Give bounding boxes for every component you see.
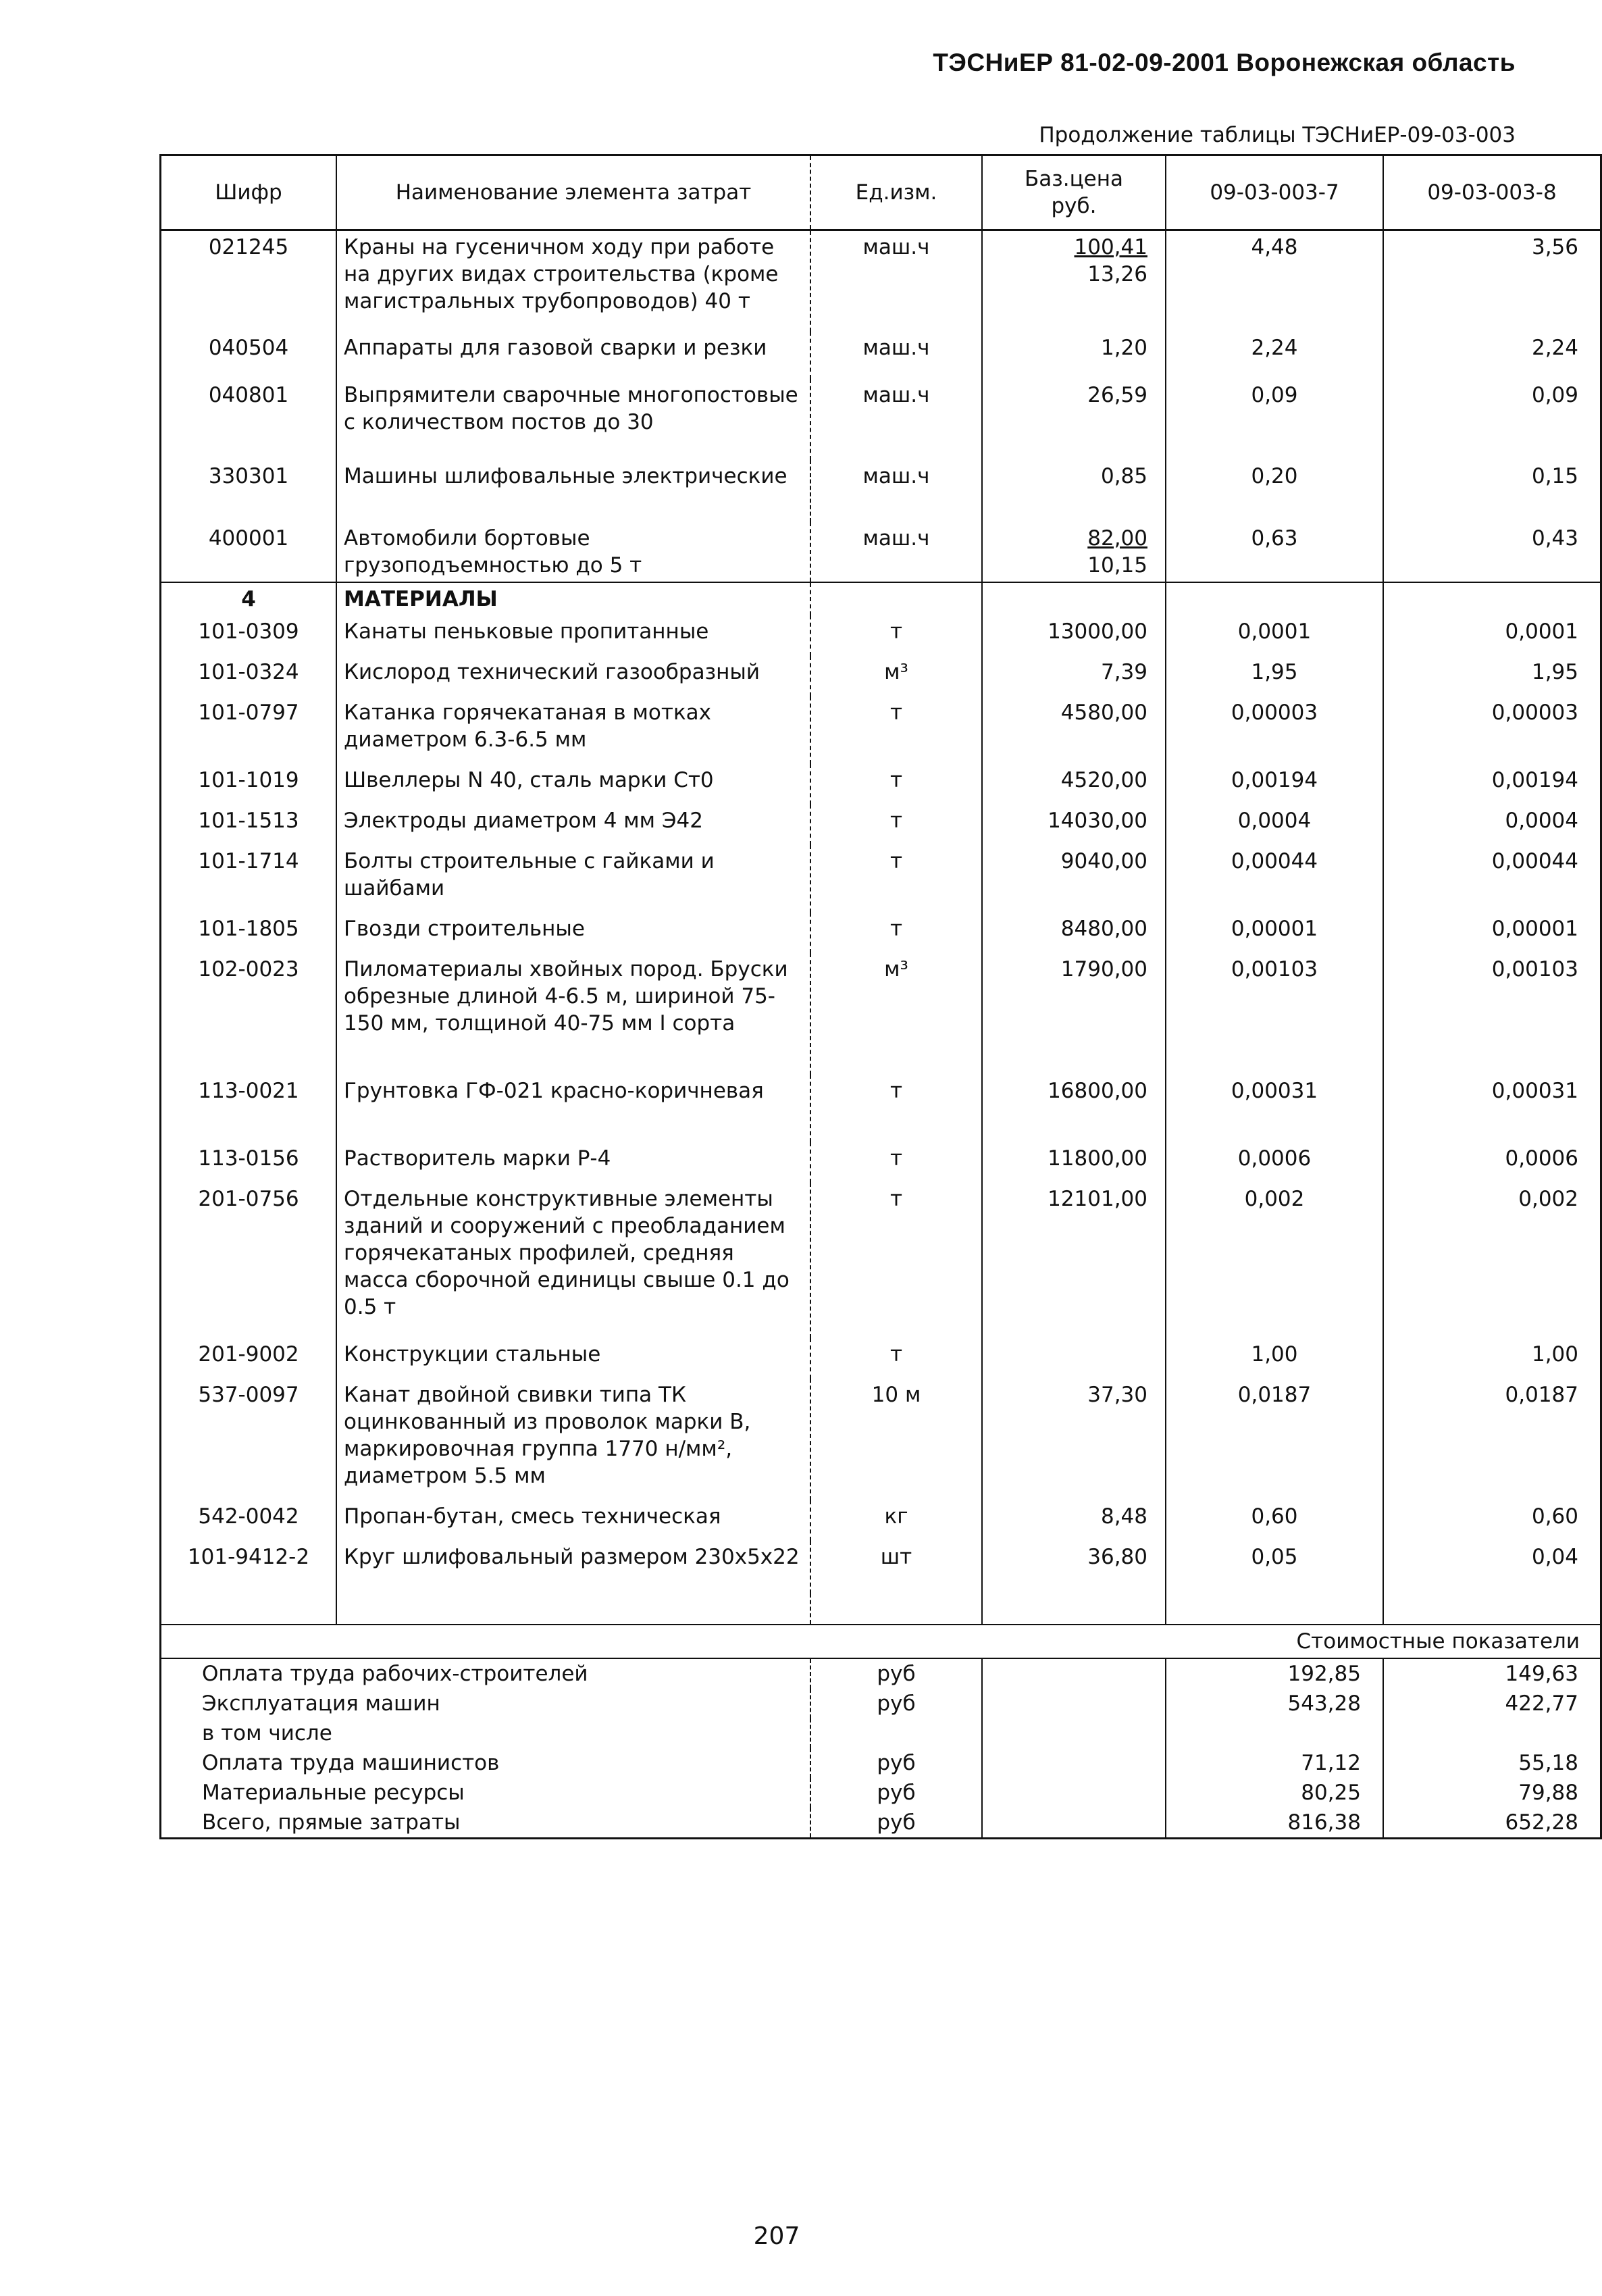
header-unit: Ед.изм. — [810, 155, 982, 230]
summary-value-col8 — [1383, 1718, 1601, 1748]
row-name: Кислород технический газообразный — [336, 656, 810, 696]
row-price-secondary: 10,15 — [1087, 553, 1147, 578]
row-code: 040504 — [208, 335, 289, 360]
section-code: 4 — [161, 582, 337, 615]
summary-value-col8: 79,88 — [1383, 1778, 1601, 1808]
row-value-col7: 0,0001 — [1166, 615, 1383, 656]
row-price-secondary: 13,26 — [1087, 262, 1147, 286]
section-title: МАТЕРИАЛЫ — [336, 582, 810, 615]
row-unit: м³ — [810, 953, 982, 1075]
table-row — [161, 656, 1601, 696]
table-row — [161, 615, 1601, 656]
summary-unit: руб — [810, 1689, 982, 1718]
summary-name: Оплата труда машинистов — [202, 1750, 500, 1775]
summary-unit: руб — [810, 1658, 982, 1689]
table-row — [161, 230, 1601, 332]
row-name: Болты строительные с гайками и шайбами — [336, 845, 810, 913]
summary-value-col7: 71,12 — [1166, 1748, 1383, 1778]
row-value-col7: 0,63 — [1166, 522, 1383, 582]
row-value-col7: 4,48 — [1166, 230, 1383, 332]
row-value-col7: 0,00044 — [1166, 845, 1383, 913]
row-price: 13000,00 — [982, 615, 1166, 656]
row-unit: т — [810, 764, 982, 805]
row-price: 14030,00 — [982, 805, 1166, 845]
summary-row — [161, 1718, 1601, 1748]
row-name: Аппараты для газовой сварки и резки — [336, 332, 810, 379]
row-name: Катанка горячекатаная в мотках диаметром 6.3-6.5 мм — [336, 696, 810, 764]
row-value-col7: 0,20 — [1166, 460, 1383, 522]
row-code: 201-0756 — [198, 1186, 299, 1211]
table-row — [161, 460, 1601, 522]
row-price — [982, 1338, 1166, 1379]
summary-name: Материальные ресурсы — [202, 1780, 465, 1805]
spacer-row — [161, 1593, 1601, 1625]
row-name: Пропан-бутан, смесь техническая — [336, 1500, 810, 1541]
row-value-col7: 0,00194 — [1166, 764, 1383, 805]
row-code: 101-0324 — [198, 659, 299, 684]
row-value-col8: 2,24 — [1383, 332, 1601, 379]
row-price: 26,59 — [1087, 382, 1147, 407]
summary-row — [161, 1748, 1601, 1778]
row-name: Растворитель марки Р-4 — [336, 1142, 810, 1183]
summary-body — [161, 1658, 1601, 1839]
row-unit: маш.ч — [810, 332, 982, 379]
table-row — [161, 845, 1601, 913]
summary-unit — [810, 1718, 982, 1748]
row-code: 113-0021 — [198, 1078, 299, 1103]
row-unit: т — [810, 1183, 982, 1338]
row-value-col7: 0,05 — [1166, 1541, 1383, 1593]
row-code: 542-0042 — [198, 1504, 299, 1529]
table-header-row — [161, 155, 1601, 230]
row-price: 36,80 — [982, 1541, 1166, 1593]
row-value-col7: 1,00 — [1166, 1338, 1383, 1379]
row-price: 1790,00 — [982, 953, 1166, 1075]
row-price: 8,48 — [982, 1500, 1166, 1541]
row-value-col7: 0,00001 — [1166, 913, 1383, 953]
row-price-cell — [982, 522, 1166, 582]
summary-value-col7: 543,28 — [1166, 1689, 1383, 1718]
costs-title: Стоимостные показатели — [161, 1625, 1601, 1658]
row-value-col8: 0,00044 — [1383, 845, 1601, 913]
row-code: 101-9412-2 — [187, 1544, 310, 1569]
row-price: 100,41 — [1074, 235, 1147, 259]
row-price: 82,00 — [1087, 526, 1147, 551]
row-price: 8480,00 — [982, 913, 1166, 953]
summary-name: в том числе — [202, 1720, 332, 1745]
row-code: 040801 — [208, 382, 289, 407]
header-name: Наименование элемента затрат — [336, 155, 810, 230]
summary-unit: руб — [810, 1748, 982, 1778]
row-price: 16800,00 — [982, 1075, 1166, 1142]
row-price: 12101,00 — [982, 1183, 1166, 1338]
summary-unit: руб — [810, 1778, 982, 1808]
table-row — [161, 696, 1601, 764]
row-value-col8: 0,002 — [1383, 1183, 1601, 1338]
table-row — [161, 1183, 1601, 1338]
machines-body — [161, 230, 1601, 582]
row-unit: т — [810, 1338, 982, 1379]
header-col7: 09-03-003-7 — [1166, 155, 1383, 230]
row-unit: т — [810, 805, 982, 845]
summary-value-col8: 55,18 — [1383, 1748, 1601, 1778]
row-price: 9040,00 — [982, 845, 1166, 913]
summary-name: Оплата труда рабочих-строителей — [202, 1661, 588, 1686]
table-row — [161, 1142, 1601, 1183]
row-unit: маш.ч — [810, 460, 982, 522]
row-value-col8: 0,0187 — [1383, 1379, 1601, 1500]
row-value-col7: 0,0004 — [1166, 805, 1383, 845]
summary-value-col8: 652,28 — [1383, 1808, 1601, 1839]
row-name: Пиломатериалы хвойных пород. Бруски обрезные длиной 4-6.5 м, шириной 75-150 мм, толщиной 40-75 мм I сорта — [336, 953, 810, 1075]
row-value-col8: 0,00103 — [1383, 953, 1601, 1075]
row-name: Канат двойной свивки типа ТК оцинкованный из проволок марки В, маркировочная группа 1770 н/мм², диаметром 5.5 мм — [336, 1379, 810, 1500]
table-row — [161, 953, 1601, 1075]
row-value-col8: 0,00194 — [1383, 764, 1601, 805]
row-value-col7: 0,002 — [1166, 1183, 1383, 1338]
summary-row — [161, 1689, 1601, 1718]
row-unit: маш.ч — [810, 522, 982, 582]
row-code: 113-0156 — [198, 1146, 299, 1171]
summary-row — [161, 1658, 1601, 1689]
row-value-col8: 0,00031 — [1383, 1075, 1601, 1142]
row-value-col8: 0,15 — [1383, 460, 1601, 522]
row-code: 201-9002 — [198, 1342, 299, 1367]
row-value-col8: 0,60 — [1383, 1500, 1601, 1541]
row-unit: м³ — [810, 656, 982, 696]
row-unit: 10 м — [810, 1379, 982, 1500]
table-row — [161, 1500, 1601, 1541]
row-value-col7: 0,00031 — [1166, 1075, 1383, 1142]
row-price: 4520,00 — [982, 764, 1166, 805]
row-value-col8: 0,43 — [1383, 522, 1601, 582]
row-value-col7: 0,60 — [1166, 1500, 1383, 1541]
section-row — [161, 582, 1601, 615]
row-code: 330301 — [208, 463, 289, 488]
costs-section — [161, 1593, 1601, 1658]
row-value-col7: 0,09 — [1166, 379, 1383, 460]
row-price: 37,30 — [982, 1379, 1166, 1500]
row-price-cell — [982, 460, 1166, 522]
row-unit: т — [810, 845, 982, 913]
row-name: Автомобили бортовые грузоподъемностью до 5 т — [336, 522, 810, 582]
table-row — [161, 913, 1601, 953]
row-value-col8: 0,0006 — [1383, 1142, 1601, 1183]
row-code: 102-0023 — [198, 956, 299, 981]
row-price: 1,20 — [1100, 335, 1147, 360]
summary-row — [161, 1808, 1601, 1839]
summary-unit: руб — [810, 1808, 982, 1839]
header-col8: 09-03-003-8 — [1383, 155, 1601, 230]
costs-title-row — [161, 1625, 1601, 1658]
row-name: Отдельные конструктивные элементы зданий и сооружений с преобладанием горячекатаных профилей, средняя масса сборочной единицы свыше 0.1 до 0.5 т — [336, 1183, 810, 1338]
table-row — [161, 1379, 1601, 1500]
row-name: Краны на гусеничном ходу при работе на других видах строительства (кроме магистральных трубопроводов) 40 т — [336, 230, 810, 332]
row-name: Электроды диаметром 4 мм Э42 — [336, 805, 810, 845]
row-code: 400001 — [208, 526, 289, 551]
row-code: 101-1513 — [198, 808, 299, 833]
table-row — [161, 332, 1601, 379]
header-price-line2: руб. — [1051, 194, 1097, 218]
summary-value-col7: 816,38 — [1166, 1808, 1383, 1839]
row-unit: т — [810, 696, 982, 764]
row-name: Конструкции стальные — [336, 1338, 810, 1379]
row-value-col8: 0,00003 — [1383, 696, 1601, 764]
row-price-cell — [982, 332, 1166, 379]
table-row — [161, 379, 1601, 460]
summary-value-col7: 80,25 — [1166, 1778, 1383, 1808]
row-value-col7: 0,00003 — [1166, 696, 1383, 764]
row-value-col7: 0,00103 — [1166, 953, 1383, 1075]
row-unit: т — [810, 1075, 982, 1142]
row-value-col8: 0,0004 — [1383, 805, 1601, 845]
row-value-col8: 0,00001 — [1383, 913, 1601, 953]
table-row — [161, 1075, 1601, 1142]
row-unit: маш.ч — [810, 379, 982, 460]
summary-name: Эксплуатация машин — [202, 1691, 440, 1716]
row-name: Канаты пеньковые пропитанные — [336, 615, 810, 656]
row-value-col8: 0,0001 — [1383, 615, 1601, 656]
row-value-col8: 1,00 — [1383, 1338, 1601, 1379]
summary-value-col7: 192,85 — [1166, 1658, 1383, 1689]
row-price: 0,85 — [1100, 463, 1147, 488]
row-name: Выпрямители сварочные многопостовые с количеством постов до 30 — [336, 379, 810, 460]
row-name: Круг шлифовальный размером 230х5х22 — [336, 1541, 810, 1593]
row-value-col8: 0,09 — [1383, 379, 1601, 460]
row-unit: т — [810, 913, 982, 953]
document-header: ТЭСНиЕР 81-02-09-2001 Воронежская область — [933, 49, 1516, 76]
page-number: 207 — [753, 2222, 800, 2250]
summary-value-col8: 149,63 — [1383, 1658, 1601, 1689]
row-unit: шт — [810, 1541, 982, 1593]
row-name: Машины шлифовальные электрические — [336, 460, 810, 522]
row-name: Гвозди строительные — [336, 913, 810, 953]
row-code: 537-0097 — [198, 1382, 299, 1407]
header-price — [982, 155, 1166, 230]
table-row — [161, 764, 1601, 805]
row-value-col8: 0,04 — [1383, 1541, 1601, 1593]
row-code: 101-1019 — [198, 767, 299, 792]
table-continuation-label: Продолжение таблицы ТЭСНиЕР-09-03-003 — [1039, 123, 1516, 147]
table-row — [161, 805, 1601, 845]
row-price: 7,39 — [982, 656, 1166, 696]
summary-name: Всего, прямые затраты — [202, 1810, 461, 1835]
row-price: 4580,00 — [982, 696, 1166, 764]
header-price-line1: Баз.цена — [1024, 167, 1124, 191]
summary-row — [161, 1778, 1601, 1808]
row-value-col7: 2,24 — [1166, 332, 1383, 379]
table-row — [161, 1338, 1601, 1379]
row-value-col7: 1,95 — [1166, 656, 1383, 696]
row-unit: т — [810, 615, 982, 656]
row-value-col7: 0,0187 — [1166, 1379, 1383, 1500]
table-row — [161, 522, 1601, 582]
row-unit: т — [810, 1142, 982, 1183]
row-name: Грунтовка ГФ-021 красно-коричневая — [336, 1075, 810, 1142]
row-price-cell — [982, 230, 1166, 332]
row-unit: маш.ч — [810, 230, 982, 332]
row-code: 101-1714 — [198, 848, 299, 873]
row-unit: кг — [810, 1500, 982, 1541]
row-price: 11800,00 — [982, 1142, 1166, 1183]
resource-table — [159, 154, 1602, 1839]
row-code: 101-1805 — [198, 916, 299, 941]
table-row — [161, 1541, 1601, 1593]
materials-section — [161, 582, 1601, 615]
row-price-cell — [982, 379, 1166, 460]
row-code: 101-0309 — [198, 619, 299, 644]
summary-value-col8: 422,77 — [1383, 1689, 1601, 1718]
row-name: Швеллеры N 40, сталь марки Ст0 — [336, 764, 810, 805]
row-code: 021245 — [208, 235, 289, 259]
materials-body — [161, 615, 1601, 1593]
header-code: Шифр — [161, 155, 337, 230]
row-value-col8: 3,56 — [1383, 230, 1601, 332]
summary-value-col7 — [1166, 1718, 1383, 1748]
row-value-col8: 1,95 — [1383, 656, 1601, 696]
row-value-col7: 0,0006 — [1166, 1142, 1383, 1183]
row-code: 101-0797 — [198, 700, 299, 725]
